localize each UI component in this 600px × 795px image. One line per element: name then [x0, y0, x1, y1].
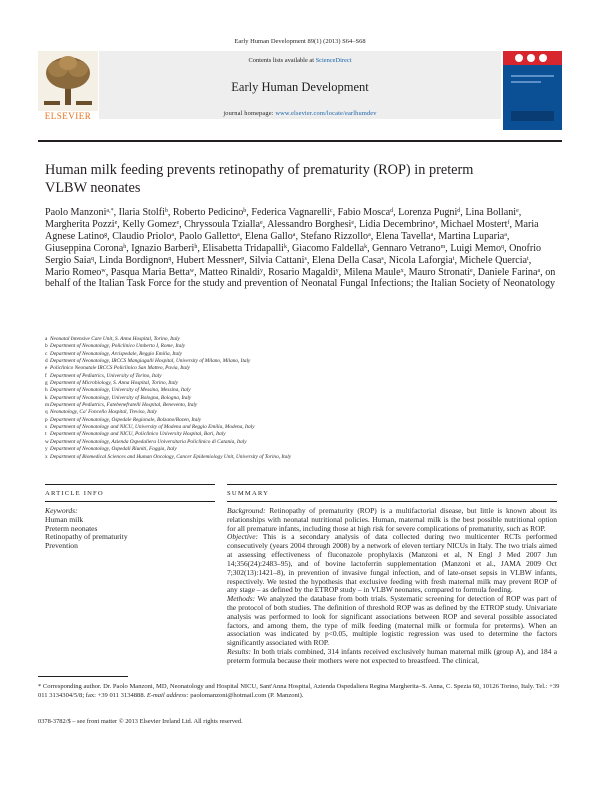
author-affiliation-marker: h: [194, 243, 198, 250]
author-name: Lina Bollani: [465, 207, 517, 218]
keyword-item: Human milk: [45, 514, 84, 524]
affiliation-label: m: [45, 402, 50, 409]
author-name: Matteo Rinaldi: [199, 266, 261, 278]
affiliation-item: [45, 387, 557, 394]
author-affiliation-marker: a,*: [106, 208, 114, 214]
author-affiliation-marker: m: [440, 243, 446, 250]
summary-methods: [227, 595, 557, 648]
affiliation-text: Department of Neonatology, Azienda Ospedaliera Universitaria Policlinico di Catania, Italy: [50, 438, 247, 445]
author-name: Luigi Memo: [450, 242, 502, 254]
author-affiliation-marker: y: [260, 267, 264, 274]
affiliation-label: t: [45, 431, 47, 438]
author-affiliation-marker: y: [335, 267, 339, 274]
author-affiliation-marker: w: [189, 267, 195, 274]
affiliation-text: Department of Neonatology and NICU, Policlinico University Hospital, Bari, Italy: [50, 431, 226, 438]
author-name: Giuseppina Corona: [45, 242, 124, 254]
title-line-1: Human milk feeding prevents retinopathy of prematurity (ROP) in preterm: [45, 162, 474, 178]
author-name: Nicola Laforgia: [388, 254, 453, 266]
sciencedirect-link[interactable]: ScienceDirect: [315, 57, 352, 64]
affiliation-label: q: [45, 409, 48, 416]
author-name: Mauro Stronati: [408, 266, 471, 278]
affiliation-item: [45, 351, 557, 358]
journal-cover-icon: [503, 51, 562, 130]
author-name: Elena Della Casa: [311, 254, 382, 266]
author-name: Paolo Manzoni: [45, 207, 107, 218]
affiliation-item: [45, 365, 557, 372]
affiliation-label: y: [45, 446, 48, 453]
summary-rule-lower: [227, 501, 557, 502]
corresponding-author-footnote: [38, 683, 562, 700]
methods-text: We analyzed the database from both trials. Systematic screening for detection of ROP was part of the protocol of both studies. The definition of threshold ROP was as defined by the ETROP study. Univariate analysis was performed to look for significant associations between ROP and several possible associated factors, and among them, the type of milk feeding (maternal milk or formula for preterms). When an association was indicated by p<0.05, multiple logistic regression was used to determine the factors significantly associated with ROP.: [227, 594, 557, 648]
affiliation-item: [45, 402, 557, 409]
keywords-block: [45, 507, 215, 551]
author-affiliation-marker: a: [171, 231, 175, 238]
affiliation-text: Neonatology, Ca' Foncello Hospital, Treviso, Italy: [50, 409, 157, 416]
author-affiliation-marker: e: [259, 219, 263, 226]
footnote-rule: [38, 676, 128, 677]
affiliation-label: g: [45, 380, 48, 387]
author-name: Federica Vagnarelli: [251, 207, 330, 218]
summary-objective: [227, 533, 557, 595]
author-affiliation-marker: e: [516, 208, 519, 214]
author-name: Maria Agnese Latino: [45, 218, 539, 242]
affiliation-label: w: [45, 438, 49, 445]
author-affiliation-marker: w: [101, 267, 106, 274]
author-affiliation-marker: k: [364, 243, 368, 250]
elsevier-wordmark: ELSEVIER: [44, 111, 92, 121]
author-name: Ilaria Stolfi: [118, 207, 165, 218]
affiliation-text: Neonatal Intensive Care Unit, S. Anna Hospital, Torino, Italy: [50, 336, 180, 342]
author-affiliation-marker: c: [329, 208, 333, 214]
keyword-item: Retinopathy of prematurity: [45, 532, 128, 542]
keyword-item: Preterm neonates: [45, 523, 98, 533]
keyword-item: Prevention: [45, 541, 78, 551]
affiliation-label: s: [45, 424, 48, 431]
author-affiliation-marker: q: [168, 255, 172, 262]
affiliation-label: b: [45, 343, 48, 350]
copyright-note: 0378-3782/$ – see front matter © 2013 Elsevier Ireland Ltd. All rights reserved.: [38, 718, 243, 725]
author-name: Michele Quercia: [459, 254, 528, 266]
affiliation-label: x: [45, 453, 48, 460]
affiliation-item: [45, 358, 557, 365]
affiliation-item: [45, 395, 557, 402]
homepage-prefix: journal homepage:: [223, 110, 274, 117]
results-text: In both trials combined, 314 infants received exclusively human maternal milk (group A), and 184 a preterm formula because their mothers were not expected to breastfeed. The clinical,: [227, 647, 558, 665]
author-name: Elena Gallo: [244, 230, 293, 242]
contents-line: [99, 57, 501, 64]
results-label: Results:: [227, 647, 251, 656]
methods-label: Methods:: [227, 594, 256, 604]
author-name: Roberto Pedicino: [172, 207, 244, 218]
affiliation-text: Department of Pediatrics, Fatebenefratelli Hospital, Benevento, Italy: [50, 402, 198, 409]
affiliation-text: Department of Neonatology, Policlinico Umberto I, Rome, Italy: [50, 343, 186, 350]
email-address[interactable]: paolomanzoni@hotmail.com (P. Manzoni).: [190, 691, 304, 699]
affiliation-text: Department of Neonatology, IRCCS Mangiagalli Hospital, University of Milano, Milano, Italy: [50, 358, 251, 365]
author-affiliation-marker: a: [237, 231, 240, 238]
author-affiliation-marker: q: [91, 255, 95, 262]
author-affiliation-marker: a: [504, 231, 507, 238]
author-affiliation-marker: p: [241, 255, 245, 262]
author-name: Paolo Galletto: [179, 230, 238, 242]
author-name: Lorenza Pugni: [398, 207, 458, 218]
affiliation-text: Department of Microbiology, S. Anna Hospital, Torino, Italy: [50, 380, 178, 387]
summary-rule: [227, 484, 557, 485]
authors-group-statement: , on behalf of the Italian Task Force for the study and prevention of Neonatal Fungal Infections; the Italian Society of Neonatology: [45, 266, 556, 290]
affiliation-label: c: [45, 350, 48, 357]
affiliation-label: k: [45, 394, 48, 401]
author-affiliation-marker: f: [507, 219, 510, 226]
author-name: Giacomo Faldella: [292, 242, 365, 254]
keywords-label: Keywords:: [45, 506, 78, 515]
author-affiliation-marker: e: [351, 219, 354, 226]
affiliation-text: Department of Neonatology, Ospedali Riuniti, Foggia, Italy: [50, 446, 177, 453]
affiliation-label: h: [45, 387, 48, 394]
author-affiliation-marker: a: [430, 231, 434, 238]
footnote-text: * Corresponding author. Dr. Paolo Manzoni, MD, Neonatology and Hospital NICU, Sant'Anna Hospital, Azienda Ospedaliera Regina Margherita–S. Anna, C. Spezia 60, 10126 Torino, Italy. Tel.: +39 011 3134304/5/8; fax: +39 011 3134888.: [38, 683, 560, 699]
author-list: Paolo Manzoni$^{a,*}$, Ilaria Stolfi$^b$, Roberto Pedicino$^b$, Federica Vagnarelli$^c$, Fabio Mosca$^d$, Lorenza Pugni$^d$, Lina Bollani$^e$, Margherita Pozzi$^e$, Kelly Gomez$^e$, Chryssoula Tzialla$^e$, Alessandro Borghesi$^e$, Lidia Decembrino$^e$, Michael Mostert$^f$, Maria Agnese Latino$^g$, Claudio Priolo$^a$, Paolo Galletto$^a$, Elena Gallo$^a$, Stefano Rizzollo$^a$, Elena Tavella$^a$, Martina Luparia$^a$, Giuseppina Corona$^h$, Ignazio Barberi$^h$, Elisabetta Tridapalli$^k$, Giacomo Faldella$^k$, Gennaro Vetrano$^m$, Luigi Memo$^q$, Onofrio Sergio Saia$^q$, Linda Bordignon$^q$, Hubert Messner$^p$, Silvia Cattani$^s$, Elena Della Casa$^s$, Nicola Laforgia$^t$, Michele Quercia$^t$, Mario Romeo$^w$, Pasqua Maria Betta$^w$, Matteo Rinaldi$^y$, Rosario Magaldi$^y$, Milena Maule$^x$, Mauro Stronati$^e$, Daniele Farina$^a$, on behalf of the Italian Task Force for the study and prevention of Neonatal Fungal Infections; the Italian Society of Neonatology: [45, 207, 556, 290]
author-affiliation-marker: q: [501, 243, 505, 250]
affiliation-text: Department of Neonatology, University of Messina, Messina, Italy: [50, 387, 191, 394]
author-name: Michael Mostert: [440, 218, 508, 230]
author-name: Alessandro Borghesi: [267, 218, 352, 230]
author-affiliation-marker: t: [527, 255, 529, 262]
author-name: Martina Luparia: [438, 230, 505, 242]
author-name: Claudio Priolo: [112, 230, 172, 242]
author-name: Silvia Cattani: [249, 254, 305, 266]
affiliation-item: [45, 446, 557, 453]
affiliation-text: Department of Biomedical Sciences and Human Oncology, Cancer Epidemiology Unit, University of Torino, Italy: [50, 453, 292, 460]
author-name: Elisabetta Tridapalli: [202, 242, 284, 254]
author-affiliation-marker: g: [104, 231, 108, 238]
author-name: Kelly Gomez: [122, 218, 177, 230]
article-title: [45, 161, 555, 197]
journal-name: Early Human Development: [231, 80, 369, 94]
author-name: Gennaro Vetrano: [372, 242, 441, 254]
affiliation-label: d: [45, 358, 48, 365]
summary-text: [227, 507, 557, 666]
author-affiliation-marker: e: [470, 267, 473, 274]
author-name: Pasqua Maria Betta: [110, 266, 190, 278]
author-affiliation-marker: d: [457, 208, 461, 214]
affiliation-text: Department of Neonatology, Ospedale Regionale, Bolzano/Bozen, Italy: [50, 416, 202, 423]
author-affiliation-marker: d: [390, 208, 394, 214]
author-affiliation-marker: x: [400, 267, 404, 274]
affiliation-text: Policlinico Neonatale IRCCS Policlinico San Matteo, Pavia, Italy: [50, 365, 190, 372]
author-affiliation-marker: e: [176, 219, 180, 226]
affiliation-item: [45, 454, 557, 461]
contents-prefix: Contents lists available at: [248, 57, 315, 64]
author-affiliation-marker: a: [292, 231, 296, 238]
author-affiliation-marker: t: [452, 255, 455, 262]
article-info-rule-lower: [45, 501, 215, 502]
article-info-heading: ARTICLE INFO: [45, 490, 104, 497]
author-affiliation-marker: k: [283, 243, 287, 250]
affiliation-item: [45, 409, 557, 416]
author-affiliation-marker: b: [164, 208, 168, 214]
elsevier-tree-icon: [38, 51, 98, 119]
homepage-link[interactable]: www.elsevier.com/locate/earlhumdev: [275, 110, 377, 117]
background-label: Background:: [227, 506, 266, 515]
objective-label: Objective:: [227, 532, 258, 542]
author-affiliation-marker: e: [114, 219, 118, 226]
author-name: Daniele Farina: [477, 266, 538, 278]
article-info-rule: [45, 484, 215, 485]
journal-reference: Early Human Development 89(1) (2013) S64–S68: [234, 38, 366, 45]
author-affiliation-marker: e: [432, 219, 436, 226]
affiliation-label: f: [45, 372, 47, 379]
author-name: Onofrio Sergio Saia: [45, 242, 542, 266]
affiliation-item: [45, 431, 557, 438]
author-name: Margherita Pozzi: [45, 218, 115, 230]
affiliation-label: a: [45, 336, 48, 342]
author-name: Milena Maule: [343, 266, 401, 278]
summary-heading: SUMMARY: [227, 490, 270, 497]
author-name: Lidia Decembrino: [359, 218, 433, 230]
author-name: Linda Bordignon: [99, 254, 169, 266]
summary-results: [227, 648, 557, 666]
author-affiliation-marker: s: [304, 255, 307, 262]
affiliation-label: e: [45, 365, 48, 372]
author-name: Ignazio Barberi: [131, 242, 195, 254]
author-name: Stefano Rizzollo: [300, 230, 369, 242]
objective-text: This is a secondary analysis of data collected during two multicenter RCTs performed consecutively (years 2004 through 2008) by a network of eleven tertiary NICUs in Italy. The two trials aimed at assessing effectiveness of fluconazole prophylaxis (Manzoni et al, N Engl J Med 2007 Jun 14;356(24):2483–95), and of bovine lactoferrin supplementation (Manzoni et al., JAMA 2009 Oct 7;302(13):1421–8), in prevention of invasive fungal infection, and of late-onset sepsis in VLBW infants, respectively. We tested the hypothesis that exclusive feeding with fresh maternal milk may prevent ROP of any stage – as defined by the ETROP study – in VLBW neonates, compared to formula feeding.: [227, 532, 557, 595]
affiliation-item: [45, 373, 557, 380]
title-line-2: VLBW neonates: [45, 180, 141, 196]
author-name: Elena Tavella: [375, 230, 431, 242]
author-name: Fabio Mosca: [337, 207, 391, 218]
affiliation-list: [45, 336, 557, 461]
author-name: Hubert Messner: [176, 254, 242, 266]
author-affiliation-marker: a: [368, 231, 371, 238]
email-label: E-mail address:: [146, 691, 189, 699]
author-affiliation-marker: b: [243, 208, 247, 214]
author-name: Rosario Magaldi: [268, 266, 336, 278]
affiliation-text: Department of Neonatology, Arcispedale, Reggio Emilia, Italy: [50, 350, 182, 357]
author-affiliation-marker: h: [123, 243, 127, 250]
author-name: Chryssoula Tzialla: [184, 218, 260, 230]
affiliation-text: Department of Neonatology, University of Bologna, Bologna, Italy: [50, 394, 192, 401]
background-text: Retinopathy of prematurity (ROP) is a multifactorial disease, but little is known about its relationships with neonatal nutritional policies. Human, maternal milk is the best possible nutritional option for all premature infants, including those at high risk for severe complications of prematurity, such as ROP.: [227, 506, 558, 533]
affiliation-label: p: [45, 416, 48, 423]
author-affiliation-marker: a: [537, 267, 541, 274]
journal-homepage: [99, 110, 501, 117]
author-name: Mario Romeo: [45, 266, 102, 278]
header-rule: [38, 140, 562, 142]
summary-background: [227, 507, 557, 533]
author-affiliation-marker: s: [381, 255, 384, 262]
affiliation-item: [45, 343, 557, 350]
affiliation-text: Department of Pediatrics, University of Torino, Italy: [50, 372, 162, 379]
affiliation-text: Department of Neonatology and NICU, University of Modena and Reggio Emilia, Modena, Italy: [50, 424, 255, 431]
